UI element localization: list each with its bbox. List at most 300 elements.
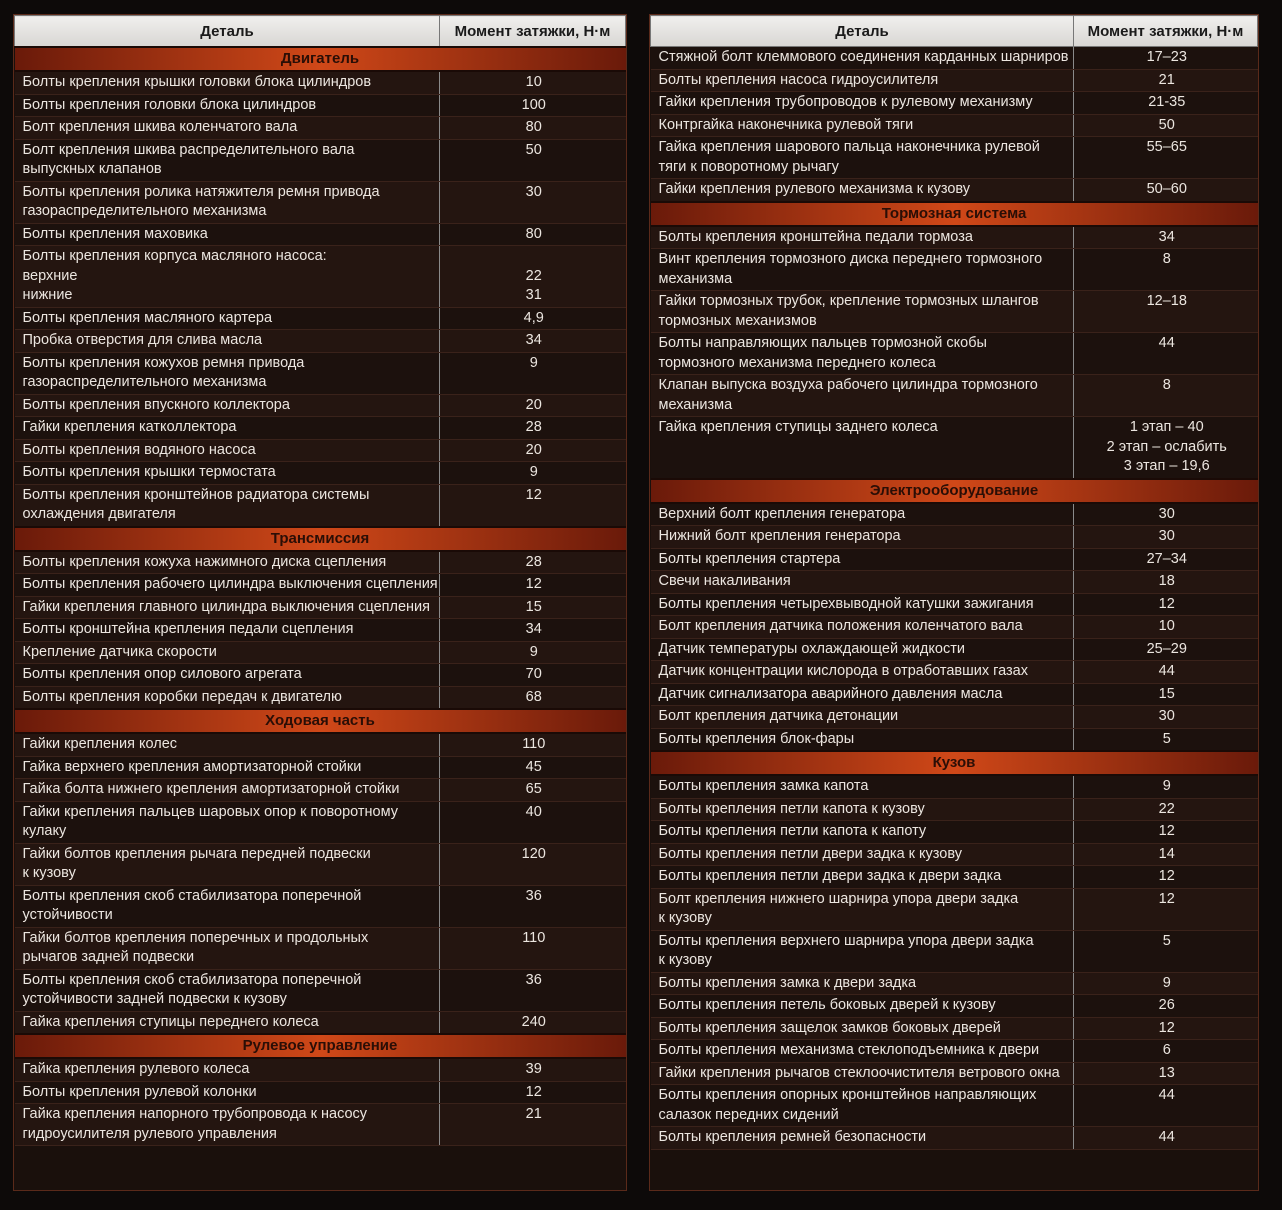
part-cell bbox=[15, 733, 440, 756]
torque-cell bbox=[440, 927, 626, 969]
torque-cell bbox=[440, 484, 626, 527]
table-row bbox=[651, 92, 1258, 115]
left-table-body bbox=[15, 47, 626, 1146]
header-part: Деталь bbox=[15, 16, 440, 48]
part-text: Гайки крепления рычагов стеклоочистителя ветрового окна bbox=[658, 1064, 1060, 1081]
torque-cell bbox=[1074, 683, 1258, 706]
part-cell bbox=[651, 333, 1074, 375]
part-text: Болты крепления петли капота к капоту bbox=[658, 823, 927, 839]
part-cell bbox=[15, 686, 440, 709]
part-text: Гайки крепления рулевого механизма к кузову bbox=[658, 181, 971, 197]
torque-value: 10 bbox=[1158, 618, 1175, 634]
torque-cell bbox=[440, 462, 626, 485]
part-cell bbox=[651, 114, 1074, 137]
torque-cell bbox=[1074, 995, 1258, 1018]
part-text: Болты крепления четырехвыводной катушки зажигания bbox=[658, 595, 1034, 612]
torque-cell bbox=[1074, 417, 1258, 479]
part-text: выпускных клапанов bbox=[22, 161, 162, 177]
torque-value: 50 bbox=[525, 141, 542, 158]
part-cell bbox=[15, 619, 440, 642]
torque-value: 44 bbox=[1158, 335, 1175, 351]
torque-value: 9 bbox=[529, 643, 538, 660]
part-cell bbox=[651, 995, 1074, 1018]
part-cell bbox=[651, 616, 1074, 639]
part-text: Болты крепления крышки головки блока цилиндров bbox=[22, 74, 372, 90]
torque-cell bbox=[440, 574, 626, 597]
torque-cell bbox=[440, 417, 626, 440]
torque-value: 25–29 bbox=[1146, 640, 1187, 657]
torque-value: 30 bbox=[525, 183, 542, 200]
part-cell bbox=[651, 706, 1074, 729]
table-row bbox=[15, 439, 626, 462]
torque-value: 36 bbox=[525, 971, 542, 988]
part-text: Болты крепления ролика натяжителя ремня привода bbox=[22, 183, 380, 200]
torque-cell bbox=[1074, 226, 1258, 249]
part-cell bbox=[15, 843, 440, 885]
table-row bbox=[651, 1085, 1258, 1127]
part-text: Болты крепления крышки термостата bbox=[22, 464, 276, 480]
torque-value: 80 bbox=[525, 119, 542, 135]
part-cell bbox=[651, 47, 1074, 70]
part-cell bbox=[651, 179, 1074, 202]
part-cell bbox=[15, 352, 440, 394]
part-text: к кузову bbox=[658, 910, 712, 926]
part-cell bbox=[651, 417, 1074, 479]
torque-cell bbox=[440, 664, 626, 687]
torque-value: 12 bbox=[1158, 595, 1175, 612]
torque-value: 2 этап – ослабить bbox=[1106, 438, 1227, 455]
torque-value: 50–60 bbox=[1146, 181, 1187, 197]
torque-value: 1 этап – 40 bbox=[1129, 419, 1204, 435]
part-text: Гайки крепления катколлектора bbox=[22, 419, 237, 435]
table-row bbox=[651, 930, 1258, 972]
part-text: Болты крепления корпуса масляного насоса: bbox=[22, 248, 327, 264]
torque-value: 30 bbox=[1158, 505, 1175, 522]
torque-cell bbox=[1074, 114, 1258, 137]
table-row bbox=[651, 291, 1258, 333]
part-text: Болты крепления маховика bbox=[22, 225, 208, 242]
part-cell bbox=[651, 92, 1074, 115]
torque-value: 20 bbox=[525, 441, 542, 458]
part-cell bbox=[15, 1011, 440, 1034]
torque-value: 6 bbox=[1162, 1042, 1171, 1058]
torque-value: 12 bbox=[1158, 823, 1175, 839]
part-cell bbox=[15, 1104, 440, 1146]
table-row bbox=[15, 927, 626, 969]
part-text: Болты крепления петли двери задка к кузову bbox=[658, 845, 962, 862]
section-heading: Трансмиссия bbox=[15, 527, 626, 551]
part-text: рычагов задней подвески bbox=[22, 949, 195, 965]
torque-value: 9 bbox=[1162, 974, 1171, 991]
torque-cell bbox=[1074, 1040, 1258, 1063]
part-text: Болты крепления опорных кронштейнов направляющих bbox=[658, 1087, 1037, 1103]
part-cell bbox=[15, 462, 440, 485]
torque-cell bbox=[1074, 593, 1258, 616]
torque-value: 120 bbox=[521, 845, 546, 862]
part-text: Гайки крепления колес bbox=[22, 736, 178, 752]
part-text: Гайки болтов крепления поперечных и продольных bbox=[22, 929, 369, 946]
part-text: Крепление датчика скорости bbox=[22, 643, 217, 660]
torque-cell bbox=[440, 619, 626, 642]
torque-value: 100 bbox=[521, 96, 546, 113]
torque-value: 31 bbox=[525, 287, 542, 303]
torque-value: 15 bbox=[1158, 685, 1175, 702]
torque-value: 3 этап – 19,6 bbox=[1123, 458, 1210, 474]
part-text: Болты крепления скоб стабилизатора поперечной bbox=[22, 971, 362, 988]
part-text: Болты крепления ремней безопасности bbox=[658, 1129, 927, 1145]
table-row bbox=[15, 462, 626, 485]
part-text: Болты крепления рулевой колонки bbox=[22, 1083, 257, 1100]
part-text: Болты крепления защелок замков боковых дверей bbox=[658, 1019, 1001, 1036]
table-row bbox=[15, 1058, 626, 1081]
torque-cell bbox=[1074, 548, 1258, 571]
table-row bbox=[651, 995, 1258, 1018]
part-text: Болты крепления замка капота bbox=[658, 778, 869, 794]
torque-value: 18 bbox=[1158, 573, 1175, 589]
table-row bbox=[651, 638, 1258, 661]
part-cell bbox=[15, 641, 440, 664]
part-text: Болты крепления опор силового агрегата bbox=[22, 666, 302, 682]
section-heading: Электрооборудование bbox=[651, 479, 1258, 503]
table-row bbox=[15, 641, 626, 664]
part-cell bbox=[15, 117, 440, 140]
torque-cell bbox=[440, 756, 626, 779]
table-row bbox=[651, 866, 1258, 889]
part-text: Гайка крепления рулевого колеса bbox=[22, 1061, 250, 1077]
torque-cell bbox=[1074, 728, 1258, 751]
section-heading: Двигатель bbox=[15, 47, 626, 71]
part-text: Гайки крепления главного цилиндра выключения сцепления bbox=[22, 598, 430, 615]
part-text: Болты крепления петли двери задка к двери задка bbox=[658, 868, 1002, 884]
table-row bbox=[651, 888, 1258, 930]
part-cell bbox=[15, 330, 440, 353]
table-row bbox=[651, 417, 1258, 479]
header-part: Деталь bbox=[651, 16, 1074, 47]
table-row bbox=[651, 972, 1258, 995]
torque-cell bbox=[1074, 616, 1258, 639]
torque-cell bbox=[440, 330, 626, 353]
part-cell bbox=[15, 969, 440, 1011]
table-row bbox=[651, 593, 1258, 616]
part-cell bbox=[651, 526, 1074, 549]
table-row bbox=[15, 756, 626, 779]
part-text: Пробка отверстия для слива масла bbox=[22, 332, 263, 348]
left-torque-table bbox=[13, 14, 627, 1191]
torque-value: 28 bbox=[525, 419, 542, 435]
table-row bbox=[15, 1081, 626, 1104]
part-text: Датчик температуры охлаждающей жидкости bbox=[658, 640, 965, 657]
table-row bbox=[15, 596, 626, 619]
torque-cell bbox=[440, 394, 626, 417]
part-text: Болты крепления петель боковых дверей к кузову bbox=[658, 997, 996, 1013]
part-text: Болты крепления кронштейнов радиатора системы bbox=[22, 486, 370, 503]
part-cell bbox=[651, 1085, 1074, 1127]
table-row bbox=[15, 307, 626, 330]
torque-cell bbox=[440, 596, 626, 619]
torque-cell bbox=[1074, 1062, 1258, 1085]
part-text: тормозного механизма переднего колеса bbox=[658, 354, 936, 371]
torque-cell bbox=[1074, 47, 1258, 70]
torque-cell bbox=[440, 551, 626, 574]
torque-cell bbox=[1074, 92, 1258, 115]
section-heading: Тормозная система bbox=[651, 202, 1258, 226]
torque-cell bbox=[440, 1011, 626, 1034]
torque-value: 30 bbox=[1158, 708, 1175, 724]
torque-cell bbox=[1074, 179, 1258, 202]
table-row bbox=[651, 503, 1258, 526]
torque-cell bbox=[1074, 798, 1258, 821]
torque-value: 15 bbox=[525, 598, 542, 615]
torque-value: 12–18 bbox=[1146, 293, 1187, 309]
torque-value: 8 bbox=[1162, 251, 1171, 267]
part-cell bbox=[651, 69, 1074, 92]
torque-cell bbox=[1074, 1017, 1258, 1040]
part-text: Болты крепления кронштейна педали тормоза bbox=[658, 228, 973, 245]
part-cell bbox=[651, 226, 1074, 249]
part-text: устойчивости задней подвески к кузову bbox=[22, 991, 287, 1007]
part-text: к кузову bbox=[22, 865, 76, 881]
torque-cell bbox=[440, 71, 626, 94]
part-text: Гайка болта нижнего крепления амортизаторной стойки bbox=[22, 781, 400, 797]
table-row bbox=[15, 664, 626, 687]
part-text: Болты крепления верхнего шарнира упора двери задка bbox=[658, 932, 1034, 949]
torque-value: 44 bbox=[1158, 663, 1175, 679]
torque-value: 21 bbox=[1158, 71, 1175, 88]
part-text: Гайки болтов крепления рычага передней подвески bbox=[22, 845, 371, 862]
torque-value: 34 bbox=[1158, 228, 1175, 245]
torque-value: 44 bbox=[1158, 1129, 1175, 1145]
torque-value: 20 bbox=[525, 396, 542, 413]
part-text: Клапан выпуска воздуха рабочего цилиндра тормозного bbox=[658, 377, 1038, 393]
table-row bbox=[651, 1017, 1258, 1040]
table-row bbox=[15, 686, 626, 709]
header-torque: Момент затяжки, Н·м bbox=[1074, 16, 1258, 47]
table-row bbox=[651, 69, 1258, 92]
part-text: Гайка крепления напорного трубопровода к насосу bbox=[22, 1106, 368, 1122]
torque-value: 44 bbox=[1158, 1087, 1175, 1103]
table-row bbox=[651, 375, 1258, 417]
part-text: Винт крепления тормозного диска переднего тормозного bbox=[658, 251, 1043, 267]
table-row bbox=[651, 616, 1258, 639]
part-text: Датчик концентрации кислорода в отработавших газах bbox=[658, 663, 1028, 679]
part-cell bbox=[15, 574, 440, 597]
part-text: салазок передних сидений bbox=[658, 1106, 839, 1123]
torque-value: 9 bbox=[529, 464, 538, 480]
table-row bbox=[651, 114, 1258, 137]
torque-value: 13 bbox=[1158, 1064, 1175, 1081]
part-text: Болты крепления петли капота к кузову bbox=[658, 800, 925, 817]
table-row bbox=[651, 661, 1258, 684]
part-text: охлаждения двигателя bbox=[22, 506, 176, 522]
table-row bbox=[15, 394, 626, 417]
torque-cell bbox=[440, 439, 626, 462]
torque-cell bbox=[1074, 821, 1258, 844]
torque-value: 34 bbox=[525, 621, 542, 637]
part-cell bbox=[15, 779, 440, 802]
part-cell bbox=[15, 71, 440, 94]
torque-value: 4,9 bbox=[523, 309, 544, 326]
torque-cell bbox=[1074, 249, 1258, 291]
table-row bbox=[651, 728, 1258, 751]
table-row bbox=[651, 775, 1258, 798]
part-cell bbox=[651, 548, 1074, 571]
torque-cell bbox=[440, 885, 626, 927]
part-text: Болты крепления механизма стеклоподъемника к двери bbox=[658, 1042, 1040, 1058]
part-cell bbox=[651, 1040, 1074, 1063]
part-text: Датчик сигнализатора аварийного давления масла bbox=[658, 685, 1003, 702]
part-cell bbox=[15, 417, 440, 440]
part-cell bbox=[651, 571, 1074, 594]
part-cell bbox=[651, 930, 1074, 972]
torque-cell bbox=[440, 1104, 626, 1146]
torque-value: 9 bbox=[1162, 778, 1171, 794]
part-text: Гайка верхнего крепления амортизаторной стойки bbox=[22, 758, 362, 775]
part-text: Стяжной болт клеммового соединения карданных шарниров bbox=[658, 49, 1069, 65]
part-text: кулаку bbox=[22, 823, 67, 839]
torque-cell bbox=[440, 94, 626, 117]
part-cell bbox=[651, 291, 1074, 333]
torque-cell bbox=[440, 352, 626, 394]
table-row bbox=[15, 223, 626, 246]
right-table-body bbox=[651, 47, 1258, 1150]
table-row bbox=[15, 181, 626, 223]
part-text: Болты крепления скоб стабилизатора поперечной bbox=[22, 887, 362, 904]
table-row bbox=[15, 843, 626, 885]
part-cell bbox=[15, 756, 440, 779]
torque-value: 12 bbox=[525, 576, 542, 592]
torque-cell bbox=[440, 686, 626, 709]
torque-value: 36 bbox=[525, 887, 542, 904]
table-row bbox=[15, 619, 626, 642]
table-row bbox=[15, 779, 626, 802]
torque-cell bbox=[1074, 843, 1258, 866]
part-cell bbox=[651, 775, 1074, 798]
table-row bbox=[15, 139, 626, 181]
table-row bbox=[15, 330, 626, 353]
torque-cell bbox=[1074, 291, 1258, 333]
torque-value: 80 bbox=[525, 225, 542, 242]
part-text: Гайки крепления трубопроводов к рулевому механизму bbox=[658, 94, 1033, 110]
part-cell bbox=[15, 223, 440, 246]
section-heading: Ходовая часть bbox=[15, 709, 626, 733]
torque-value: 8 bbox=[1162, 377, 1171, 393]
table-row bbox=[651, 137, 1258, 179]
part-cell bbox=[651, 683, 1074, 706]
torque-value: 70 bbox=[525, 666, 542, 682]
torque-value: 65 bbox=[525, 781, 542, 797]
part-text: Контргайка наконечника рулевой тяги bbox=[658, 116, 914, 133]
torque-value: 28 bbox=[525, 553, 542, 570]
part-text: Гайка крепления ступицы заднего колеса bbox=[658, 419, 938, 435]
torque-cell bbox=[1074, 503, 1258, 526]
torque-value: 5 bbox=[1162, 730, 1171, 747]
part-text: Болт крепления шкива распределительного вала bbox=[22, 141, 355, 158]
torque-value: 21-35 bbox=[1148, 94, 1186, 110]
part-cell bbox=[651, 1017, 1074, 1040]
torque-value: 12 bbox=[525, 1083, 542, 1100]
part-text: Гайки крепления пальцев шаровых опор к поворотному bbox=[22, 803, 398, 820]
table-row bbox=[651, 179, 1258, 202]
torque-value: 21 bbox=[525, 1106, 542, 1122]
torque-value: 27–34 bbox=[1146, 550, 1187, 567]
part-text: Болты крепления коробки передач к двигателю bbox=[22, 688, 342, 705]
table-row bbox=[651, 333, 1258, 375]
part-cell bbox=[651, 1127, 1074, 1150]
part-cell bbox=[651, 821, 1074, 844]
table-row bbox=[651, 526, 1258, 549]
part-cell bbox=[15, 394, 440, 417]
torque-value: 34 bbox=[525, 332, 542, 348]
torque-cell bbox=[1074, 571, 1258, 594]
torque-value: 17–23 bbox=[1146, 49, 1187, 65]
torque-cell bbox=[440, 779, 626, 802]
torque-value: 12 bbox=[525, 486, 542, 503]
part-cell bbox=[15, 1058, 440, 1081]
part-text: к кузову bbox=[658, 952, 712, 968]
torque-value: 40 bbox=[525, 803, 542, 820]
torque-cell bbox=[1074, 333, 1258, 375]
part-text: механизма bbox=[658, 270, 733, 287]
part-cell bbox=[651, 1062, 1074, 1085]
torque-value: 30 bbox=[1158, 528, 1175, 544]
part-text: тяги к поворотному рычагу bbox=[658, 158, 839, 175]
torque-cell bbox=[1074, 137, 1258, 179]
part-text: Болты крепления кожухов ремня привода bbox=[22, 354, 305, 371]
torque-cell bbox=[1074, 69, 1258, 92]
table-row bbox=[651, 1062, 1258, 1085]
table-row bbox=[15, 1104, 626, 1146]
torque-cell bbox=[440, 1081, 626, 1104]
table-row bbox=[651, 1040, 1258, 1063]
torque-cell bbox=[440, 1058, 626, 1081]
torque-cell bbox=[440, 843, 626, 885]
table-row bbox=[15, 94, 626, 117]
part-cell bbox=[651, 249, 1074, 291]
table-row bbox=[651, 843, 1258, 866]
torque-value: 240 bbox=[521, 1013, 546, 1030]
torque-value: 110 bbox=[522, 929, 546, 946]
part-text: Болты крепления рабочего цилиндра выключения сцепления bbox=[22, 576, 438, 592]
part-cell bbox=[651, 593, 1074, 616]
part-cell bbox=[651, 798, 1074, 821]
table-row bbox=[651, 548, 1258, 571]
table-row bbox=[15, 574, 626, 597]
part-text: Болт крепления нижнего шарнира упора двери задка bbox=[658, 890, 1019, 907]
part-cell bbox=[651, 661, 1074, 684]
torque-cell bbox=[1074, 1085, 1258, 1127]
torque-value: 22 bbox=[1158, 800, 1175, 817]
part-text: Болт крепления датчика положения коленчатого вала bbox=[658, 618, 1023, 634]
part-cell bbox=[651, 728, 1074, 751]
part-text: Болты крепления водяного насоса bbox=[22, 441, 256, 458]
part-text: Гайки тормозных трубок, крепление тормозных шлангов bbox=[658, 293, 1039, 309]
part-text: Гайка крепления ступицы переднего колеса bbox=[22, 1013, 319, 1030]
table-row bbox=[15, 71, 626, 94]
part-text: Верхний болт крепления генератора bbox=[658, 505, 906, 522]
part-text: Болты крепления насоса гидроусилителя bbox=[658, 71, 939, 88]
part-cell bbox=[651, 503, 1074, 526]
table-row bbox=[15, 417, 626, 440]
torque-value bbox=[448, 247, 620, 267]
part-cell bbox=[15, 664, 440, 687]
torque-value: 9 bbox=[529, 354, 538, 371]
torque-value: 68 bbox=[525, 688, 542, 705]
torque-value: 22 bbox=[525, 267, 542, 284]
table-row bbox=[15, 969, 626, 1011]
part-cell bbox=[15, 181, 440, 223]
torque-value: 26 bbox=[1158, 997, 1175, 1013]
torque-cell bbox=[440, 641, 626, 664]
